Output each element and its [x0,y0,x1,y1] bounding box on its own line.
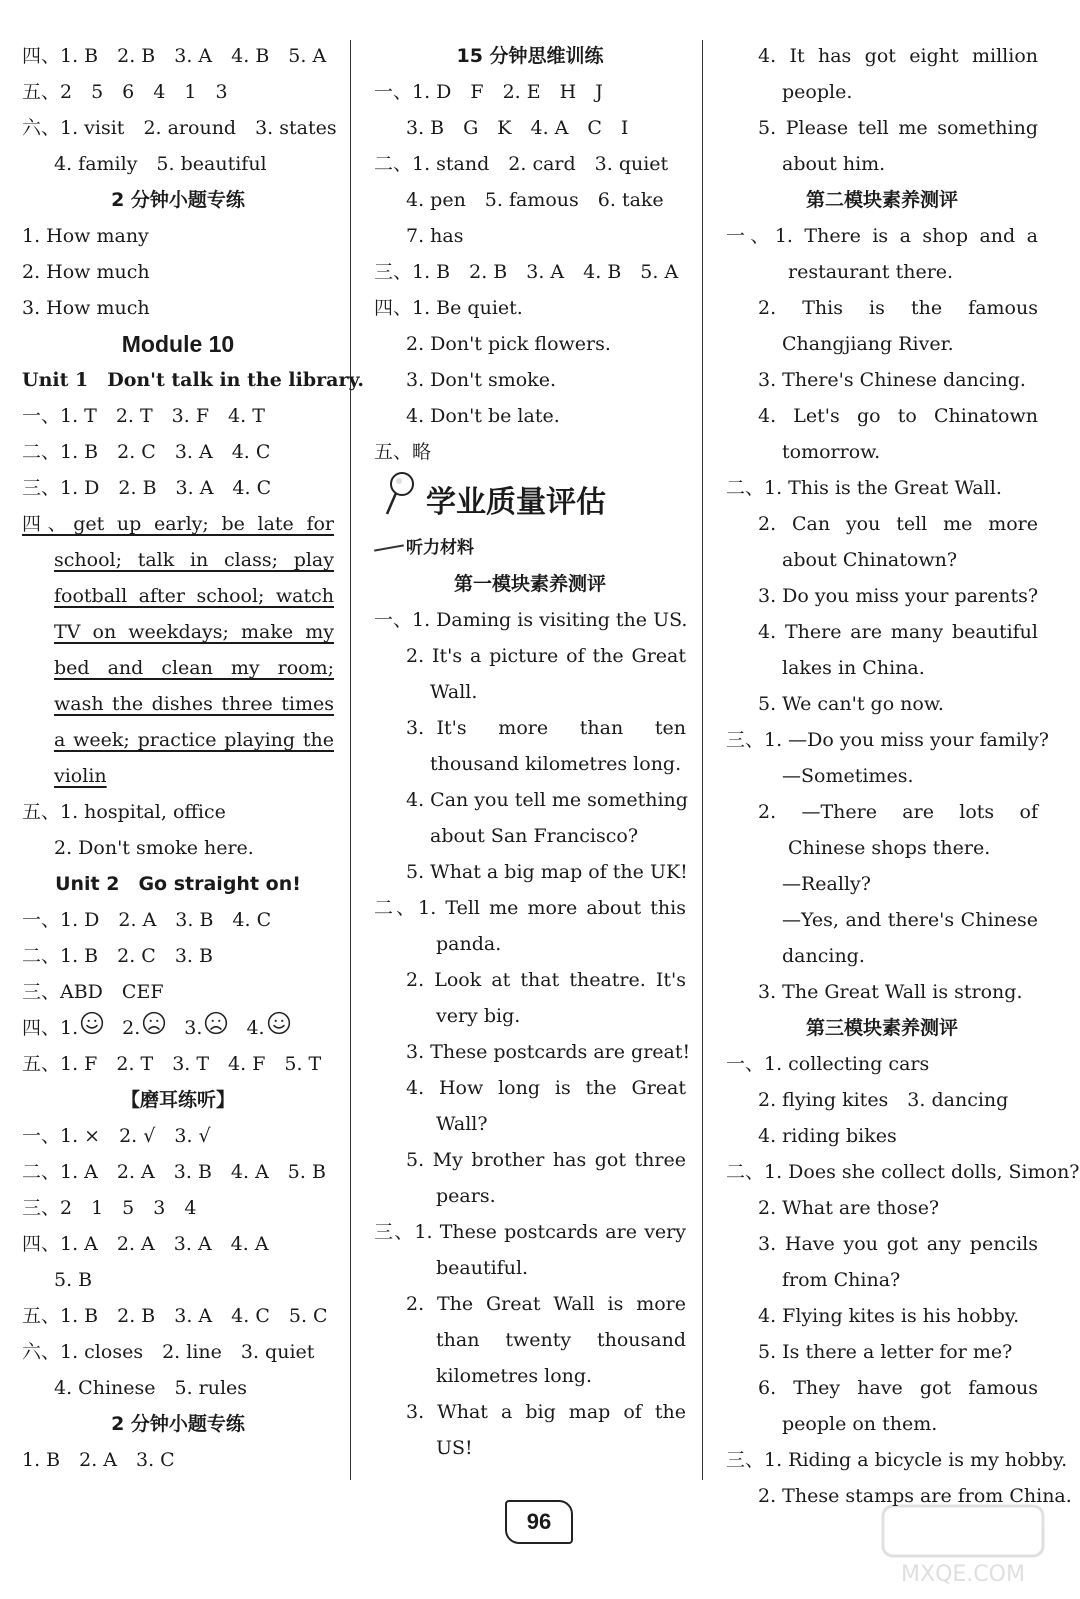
answer-column-3 [726,38,1080,1514]
answer-line: 五、1. hospital, office [22,801,226,823]
answer-line: 三、1. B 2. B 3. A 4. B 5. A [374,261,679,283]
answer-line: people. [782,81,853,103]
answer-column-2 [374,38,691,1466]
answer-line: 4. It has got eight million [758,45,1038,67]
answer-line: 7. has [406,225,464,247]
answer-line: 5. My brother has got three [406,1149,686,1171]
answer-line: 二、1. Tell me more about this [374,897,686,919]
answer-line: 2. This is the famous [758,297,1038,319]
faces-answer-line: 四、1. 2. 3. 4. [22,1010,334,1046]
answer-line: 三、1. Riding a bicycle is my hobby. [726,1449,1068,1471]
answer-line: pears. [436,1185,496,1207]
answer-line: 3. Do you miss your parents? [758,585,1039,607]
answer-line: —Really? [782,873,871,895]
answer-line: 3. Don't smoke. [406,369,556,391]
answer-line: 三、1. —Do you miss your family? [726,729,1049,751]
answer-line: dancing. [782,945,865,967]
answer-line: 2. These stamps are from China. [758,1485,1072,1507]
answer-line: 3. What a big map of the [406,1401,686,1423]
answer-line: 3. These postcards are great! [406,1041,691,1063]
answer-line: 2. Look at that theatre. It's [406,969,686,991]
answer-line: 三、ABD CEF [22,981,164,1003]
answer-line: US! [436,1437,473,1459]
watermark-text: MXQE.COM [901,1562,1025,1587]
answer-line: 15 分钟思维训练 [456,45,604,67]
answer-line: 二、1. A 2. A 3. B 4. A 5. B [22,1161,326,1183]
smiley-face-icon [267,1011,291,1047]
answer-line: 4. family 5. beautiful [54,153,267,175]
answer-line: from China? [782,1269,901,1291]
answer-line: 第二模块素养测评 [805,189,958,211]
answer-line: 四、1. A 2. A 3. A 4. A [22,1233,269,1255]
answer-line: 一、1. × 2. √ 3. √ [22,1125,211,1147]
answer-line: 4. How long is the Great [406,1077,686,1099]
answer-line: panda. [436,933,502,955]
section-title [374,470,686,530]
answer-line: 4. Don't be late. [406,405,560,427]
answer-line: restaurant there. [788,261,954,283]
answer-line: tomorrow. [782,441,881,463]
answer-line: 4. riding bikes [758,1125,897,1147]
listening-tag: 听力材料 [374,530,686,566]
answer-line: 【磨耳练听】 [120,1089,235,1111]
answer-line: 2. flying kites 3. dancing [758,1089,1009,1111]
answer-line: than twenty thousand [436,1329,686,1351]
answer-line: 三、2 1 5 3 4 [22,1197,197,1219]
watermark-logo [878,1501,1048,1591]
answer-line: 3. It's more than ten [406,717,686,739]
answer-line: 五、1. F 2. T 3. T 4. F 5. T [22,1053,322,1075]
answer-line: 六、1. closes 2. line 3. quiet [22,1341,315,1363]
answer-line: Module 10 [121,331,235,357]
answer-line: 2. What are those? [758,1197,940,1219]
answer-line: 一、1. There is a shop and a [726,225,1038,247]
smiley-face-icon [80,1011,104,1047]
answer-line: 四、get up early; be late for [22,513,334,535]
answer-line: 六、1. visit 2. around 3. states [22,117,337,139]
answer-line: 2. The Great Wall is more [406,1293,686,1315]
answer-line: 五、2 5 6 4 1 3 [22,81,228,103]
answer-line: 一、1. collecting cars [726,1053,930,1075]
answer-line: 4. There are many beautiful [758,621,1038,643]
sad-face-icon [204,1011,228,1047]
answer-line: 二、1. B 2. C 3. B [22,945,213,967]
answer-line: 第一模块素养测评 [453,573,606,595]
answer-line: 五、略 [374,441,432,463]
answer-line: 二、1. B 2. C 3. A 4. C [22,441,271,463]
thinking-training-section [374,38,686,470]
answer-line: 二、1. Does she collect dolls, Simon? [726,1161,1080,1183]
answer-line: Changjiang River. [782,333,954,355]
answer-line: a week; practice playing the [54,729,334,751]
answer-line: 第三模块素养测评 [805,1017,958,1039]
answer-line: 3. How much [22,297,150,319]
answer-line: beautiful. [436,1257,529,1279]
section-title-text: 学业质量评估 [426,485,606,520]
pin-icon [384,470,418,537]
answer-line: kilometres long. [436,1365,593,1387]
answer-line: lakes in China. [782,657,925,679]
answer-line: 二、1. stand 2. card 3. quiet [374,153,669,175]
answer-line: 4. Can you tell me something [406,789,688,811]
answer-line: 5. Is there a letter for me? [758,1341,1013,1363]
answer-line: —Sometimes. [782,765,914,787]
answer-line: 5. What a big map of the UK! [406,861,688,883]
answer-line: 5. We can't go now. [758,693,944,715]
page-number: 96 [505,1500,573,1544]
answer-line: 三、1. These postcards are very [374,1221,686,1243]
answer-line: Unit 1 Don't talk in the library. [22,369,364,391]
answer-line: about Chinatown? [782,549,958,571]
answer-line: 3. Have you got any pencils [758,1233,1038,1255]
answer-column-1 [22,38,364,1478]
answer-line: 4. Let's go to Chinatown [758,405,1038,427]
answer-line: 一、1. T 2. T 3. F 4. T [22,405,265,427]
answer-line: 1. How many [22,225,149,247]
answer-line: 2 分钟小题专练 [111,1413,245,1435]
answer-line: thousand kilometres long. [430,753,682,775]
answer-line: bed and clean my room; [54,657,334,679]
answer-line: Wall. [430,681,478,703]
answer-line: people on them. [782,1413,938,1435]
answer-line: school; talk in class; play [54,549,334,571]
answer-line: 2. Don't pick flowers. [406,333,611,355]
answer-line: TV on weekdays; make my [54,621,334,643]
answer-line: about him. [782,153,886,175]
answer-line: 一、1. D 2. A 3. B 4. C [22,909,272,931]
pen-icon [374,544,404,551]
answer-line: violin [54,765,107,787]
sad-face-icon [142,1011,166,1047]
answer-line: 4. Chinese 5. rules [54,1377,248,1399]
answer-line: 6. They have got famous [758,1377,1038,1399]
answer-line: 2. —There are lots of [758,801,1038,823]
answer-line: 一、1. Daming is visiting the US. [374,609,688,631]
answer-line: Wall? [436,1113,488,1135]
answer-line: 5. B [54,1269,93,1291]
answer-line: 4. pen 5. famous 6. take [406,189,664,211]
answer-line: 2. How much [22,261,150,283]
answer-line: Unit 2 Go straight on! [55,873,301,895]
column-divider-1 [350,40,351,1480]
answer-line: 3. B G K 4. A C I [406,117,629,139]
answer-line: 一、1. D F 2. E H J [374,81,603,103]
answer-line: Chinese shops there. [788,837,991,859]
answer-line: 三、1. D 2. B 3. A 4. C [22,477,272,499]
answer-line: 4. Flying kites is his hobby. [758,1305,1020,1327]
column-divider-2 [702,40,703,1480]
answer-line: 5. Please tell me something [758,117,1038,139]
answer-line: 五、1. B 2. B 3. A 4. C 5. C [22,1305,328,1327]
answer-line: 2. It's a picture of the Great [406,645,686,667]
answer-line: very big. [436,1005,521,1027]
answer-line: football after school; watch [54,585,334,607]
module-1-evaluation [374,566,691,1466]
answer-line: 3. There's Chinese dancing. [758,369,1026,391]
answer-line: wash the dishes three times [54,693,334,715]
answer-line: 2 分钟小题专练 [111,189,245,211]
answer-line: 二、1. This is the Great Wall. [726,477,1002,499]
answer-line: —Yes, and there's Chinese [782,909,1038,931]
answer-line: 1. B 2. A 3. C [22,1449,175,1471]
answer-line: 2. Don't smoke here. [54,837,254,859]
answer-line: 2. Can you tell me more [758,513,1038,535]
answer-line: 四、1. B 2. B 3. A 4. B 5. A [22,45,327,67]
answer-line: 3. The Great Wall is strong. [758,981,1023,1003]
answer-line: 四、1. Be quiet. [374,297,523,319]
answer-line: about San Francisco? [430,825,639,847]
